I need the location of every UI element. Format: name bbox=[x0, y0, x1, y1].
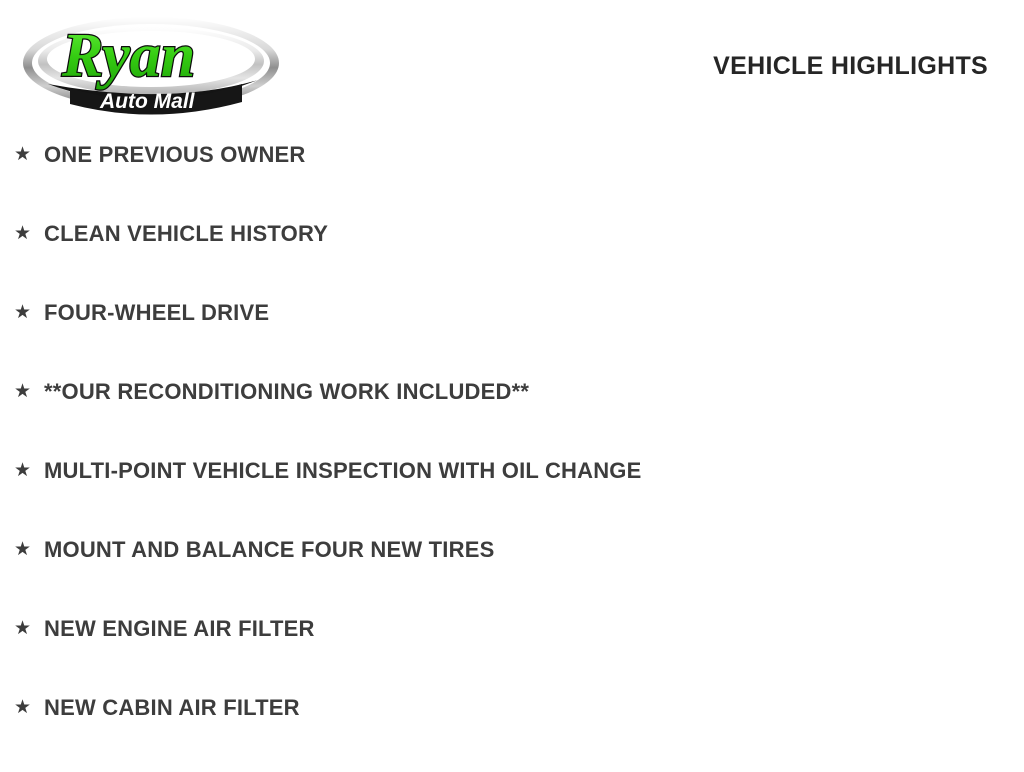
star-icon: ★ bbox=[14, 381, 32, 402]
highlight-item bbox=[0, 298, 1024, 377]
star-icon: ★ bbox=[14, 144, 32, 165]
star-icon: ★ bbox=[14, 539, 32, 560]
ryan-auto-mall-logo bbox=[18, 10, 288, 120]
highlight-item-label: MULTI-POINT VEHICLE INSPECTION WITH OIL CHANGE bbox=[44, 458, 642, 483]
highlight-item-label: MOUNT AND BALANCE FOUR NEW TIRES bbox=[44, 537, 495, 562]
svg-text:Ryan: Ryan bbox=[62, 22, 196, 90]
highlight-item-label: NEW ENGINE AIR FILTER bbox=[44, 616, 315, 641]
highlight-item-label: NEW CABIN AIR FILTER bbox=[44, 695, 300, 720]
highlight-item bbox=[0, 140, 1024, 219]
highlight-item bbox=[0, 693, 1024, 772]
star-icon: ★ bbox=[14, 618, 32, 639]
highlight-item bbox=[0, 456, 1024, 535]
highlight-item-label: **OUR RECONDITIONING WORK INCLUDED** bbox=[44, 379, 530, 404]
star-icon: ★ bbox=[14, 223, 32, 244]
highlight-item-label: FOUR-WHEEL DRIVE bbox=[44, 300, 270, 325]
highlight-item bbox=[0, 614, 1024, 693]
highlight-item-label: CLEAN VEHICLE HISTORY bbox=[44, 221, 329, 246]
highlight-item bbox=[0, 219, 1024, 298]
highlight-item bbox=[0, 377, 1024, 456]
star-icon: ★ bbox=[14, 302, 32, 323]
star-icon: ★ bbox=[14, 697, 32, 718]
page-title: VEHICLE HIGHLIGHTS bbox=[713, 52, 988, 80]
page-header bbox=[0, 0, 1024, 130]
vehicle-highlights-list bbox=[0, 140, 1024, 772]
star-icon: ★ bbox=[14, 460, 32, 481]
svg-text:Auto Mall: Auto Mall bbox=[100, 90, 195, 113]
highlight-item-label: ONE PREVIOUS OWNER bbox=[44, 142, 306, 167]
highlight-item bbox=[0, 535, 1024, 614]
